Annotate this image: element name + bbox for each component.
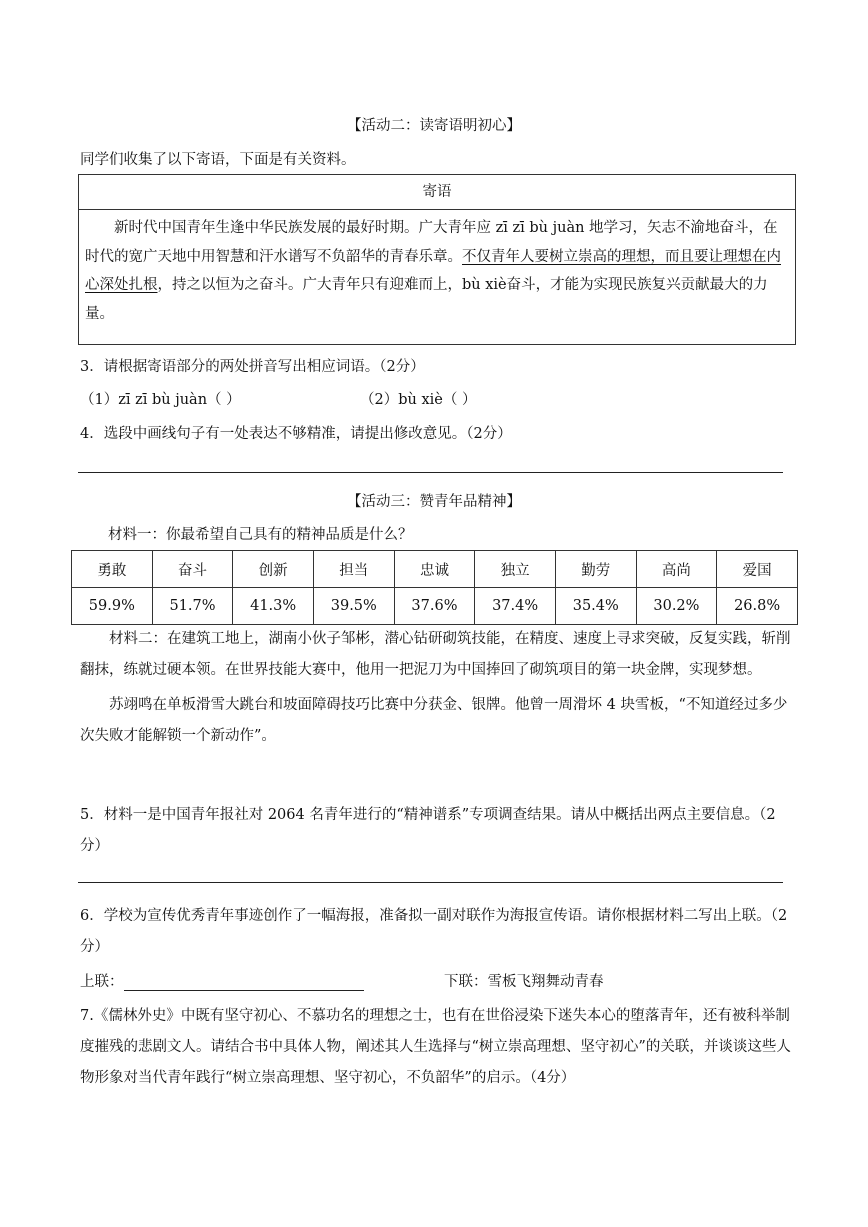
quality-cell: 创新	[233, 551, 314, 588]
percent-cell: 35.4%	[555, 588, 636, 625]
question-6: 6．学校为宣传优秀青年事迹创作了一幅海报，准备拟一副对联作为海报宣传语。请你根据材料二写出上联。（2分）	[80, 908, 788, 955]
message-text-part1: 新时代中国青年生逢中华民族发展的最好时期。广大青年应 zī zī bù juàn 地学习，矢志不渝地奋斗，在时代的宽广天地中用智慧和汗水谱写不负韶华的青春乐章。	[85, 220, 778, 265]
question-6-block	[0, 901, 868, 963]
material-2-paragraph-2: 苏翊鸣在单板滑雪大跳台和坡面障碍技巧比赛中分获金、银牌。他曾一周滑坏 4 块雪板，“不知道经过多少次失败才能解锁一个新动作”。	[80, 697, 788, 744]
percent-cell: 59.9%	[72, 588, 153, 625]
message-box	[78, 174, 796, 345]
underlined-sentence: 不仅青年人要树立崇高的理想，而且要让理想在内心深处扎根	[85, 248, 781, 293]
quality-cell: 奋斗	[152, 551, 233, 588]
quality-cell: 高尚	[636, 551, 717, 588]
lower-couplet: 下联：雪板飞翔舞动青春	[444, 974, 604, 990]
percent-row	[72, 588, 798, 625]
percent-cell: 41.3%	[233, 588, 314, 625]
question-5: 5．材料一是中国青年报社对 2064 名青年进行的“精神谱系”专项调查结果。请从中概括出两点主要信息。（2分）	[80, 807, 776, 854]
message-box-title: 寄语	[79, 175, 795, 210]
activity3-title: 【活动三：赞青年品精神】	[347, 494, 521, 510]
question-7-block	[0, 1001, 868, 1094]
upper-couplet	[80, 970, 364, 991]
material-2-paragraph-1: 材料二：在建筑工地上，湖南小伙子邹彬，潜心钻研砌筑技能，在精度、速度上寻求突破，反复实践，斩削翻抹，练就过硬本领。在世界技能大赛中，他用一把泥刀为中国捧回了砌筑项目的第一块金牌，实现梦想。	[80, 631, 791, 678]
quality-cell: 勇敢	[72, 551, 153, 588]
message-text-part2: ，持之以恒为之奋斗。广大青年只有迎难而上，bù xiè奋斗，才能为实现民族复兴贡献最大的力量。	[85, 277, 768, 322]
question-3-part1: （1）zī zī bù juàn（ ）	[80, 392, 241, 408]
question-3-part2: （2）bù xiè（ ）	[360, 392, 477, 408]
activity2-intro: 同学们收集了以下寄语，下面是有关资料。	[80, 152, 356, 168]
question-7: 7.《儒林外史》中既有坚守初心、不慕功名的理想之士，也有在世俗浸染下迷失本心的堕落青年，还有被科举制度摧残的悲剧文人。请结合书中具体人物，阐述其人生选择与“树立崇高理想、坚守初心”的关联，并谈谈这些人物形象对当代青年践行“树立崇高理想、坚守初心，不负韶华”的启示。（4分）	[80, 1008, 791, 1086]
quality-cell: 担当	[313, 551, 394, 588]
percent-cell: 37.6%	[394, 588, 475, 625]
question-5-block	[0, 800, 868, 862]
quality-cell: 勤劳	[555, 551, 636, 588]
percent-cell: 37.4%	[475, 588, 556, 625]
question-3: 3．请根据寄语部分的两处拼音写出相应词语。（2分）	[80, 359, 425, 375]
message-box-text	[79, 210, 795, 328]
quality-cell: 忠诚	[394, 551, 475, 588]
material-2-block	[0, 624, 868, 752]
quality-row	[72, 551, 798, 588]
percent-cell: 39.5%	[313, 588, 394, 625]
percent-cell: 51.7%	[152, 588, 233, 625]
activity2-title: 【活动二：读寄语明初心】	[347, 118, 521, 134]
upper-couplet-label: 上联：	[80, 974, 124, 990]
upper-couplet-blank[interactable]	[124, 973, 364, 991]
answer-line-q5	[78, 882, 783, 883]
answer-line-q4	[78, 472, 783, 473]
percent-cell: 30.2%	[636, 588, 717, 625]
quality-cell: 爱国	[717, 551, 798, 588]
survey-table	[71, 550, 798, 625]
quality-cell: 独立	[475, 551, 556, 588]
percent-cell: 26.8%	[717, 588, 798, 625]
question-4: 4．选段中画线句子有一处表达不够精准，请提出修改意见。（2分）	[80, 426, 512, 442]
material-1-label: 材料一：你最希望自己具有的精神品质是什么？	[108, 527, 413, 543]
